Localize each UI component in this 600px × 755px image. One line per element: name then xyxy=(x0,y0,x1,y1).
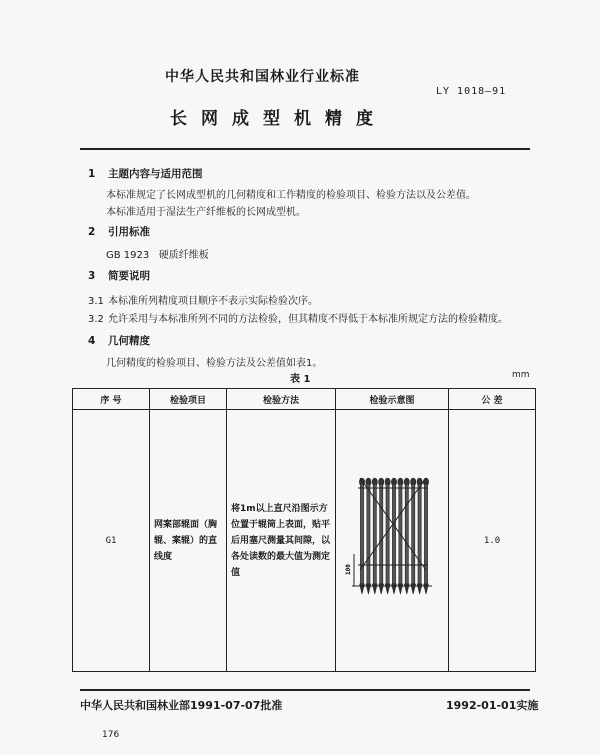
header-tolerance: 公 差 xyxy=(449,389,536,410)
roller-group xyxy=(359,478,428,594)
table-header-row xyxy=(73,389,536,410)
table-caption: 表 1 xyxy=(290,374,311,385)
standard-code: LY 1018—91 xyxy=(436,86,507,97)
roller-shaft xyxy=(405,484,408,584)
roller-shaft xyxy=(367,484,370,584)
roller-shaft xyxy=(418,484,421,584)
roller-shaft xyxy=(392,484,395,584)
section-1-heading: 1 主题内容与适用范围 xyxy=(88,168,203,180)
table-unit: mm xyxy=(512,370,530,380)
section-1-paragraph-1: 本标准规定了长网成型机的几何精度和工作精度的检验项目、检验方法以及公差值。 xyxy=(106,190,476,201)
header-method: 检验方法 xyxy=(227,389,336,410)
roller-diagram-figure xyxy=(336,410,448,668)
row-id: G1 xyxy=(73,410,150,672)
header-diagram: 检验示意图 xyxy=(336,389,449,410)
section-3-heading: 3 简要说明 xyxy=(88,270,150,282)
header-rule xyxy=(80,148,530,150)
section-2-heading: 2 引用标准 xyxy=(88,226,150,238)
clause-3-1: 3.1 本标准所列精度项目顺序不表示实际检验次序。 xyxy=(88,296,318,307)
header-seq: 序 号 xyxy=(73,389,150,410)
roller-shaft xyxy=(412,484,415,584)
clause-3-2: 3.2 允许采用与本标准所列不同的方法检验，但其精度不得低于本标准所规定方法的检验精度。 xyxy=(88,314,508,325)
approval-statement: 中华人民共和国林业部1991-07-07批准 xyxy=(80,699,283,712)
roller-shaft xyxy=(386,484,389,584)
reference-standard: GB 1923 硬质纤维板 xyxy=(106,250,209,261)
row-method: 将1m以上直尺沿图示方位置于辊筒上表面，贴平后用塞尺测量其间隙，以各处读数的最大值为测定值 xyxy=(227,410,336,672)
section-4-heading: 4 几何精度 xyxy=(88,335,150,347)
implementation-date: 1992-01-01实施 xyxy=(446,699,539,712)
section-4-intro: 几何精度的检验项目、检验方法及公差值如表1。 xyxy=(106,358,323,369)
page-number: 176 xyxy=(102,730,120,740)
row-tolerance: 1.0 xyxy=(449,410,536,672)
header-item: 检验项目 xyxy=(150,389,227,410)
section-1-paragraph-2: 本标准适用于湿法生产纤维板的长网成型机。 xyxy=(106,207,306,218)
footer-rule xyxy=(80,689,530,691)
dimension-label: 100 xyxy=(345,564,352,575)
table-row xyxy=(73,410,536,672)
document-title: 长网成型机精度 xyxy=(170,109,387,129)
standard-org-heading: 中华人民共和国林业行业标准 xyxy=(165,69,360,85)
tolerance-table xyxy=(72,388,536,672)
row-item: 网案部辊面（胸辊、案辊）的直线度 xyxy=(150,410,227,672)
row-diagram-cell xyxy=(336,410,449,672)
roller-shaft xyxy=(380,484,383,584)
